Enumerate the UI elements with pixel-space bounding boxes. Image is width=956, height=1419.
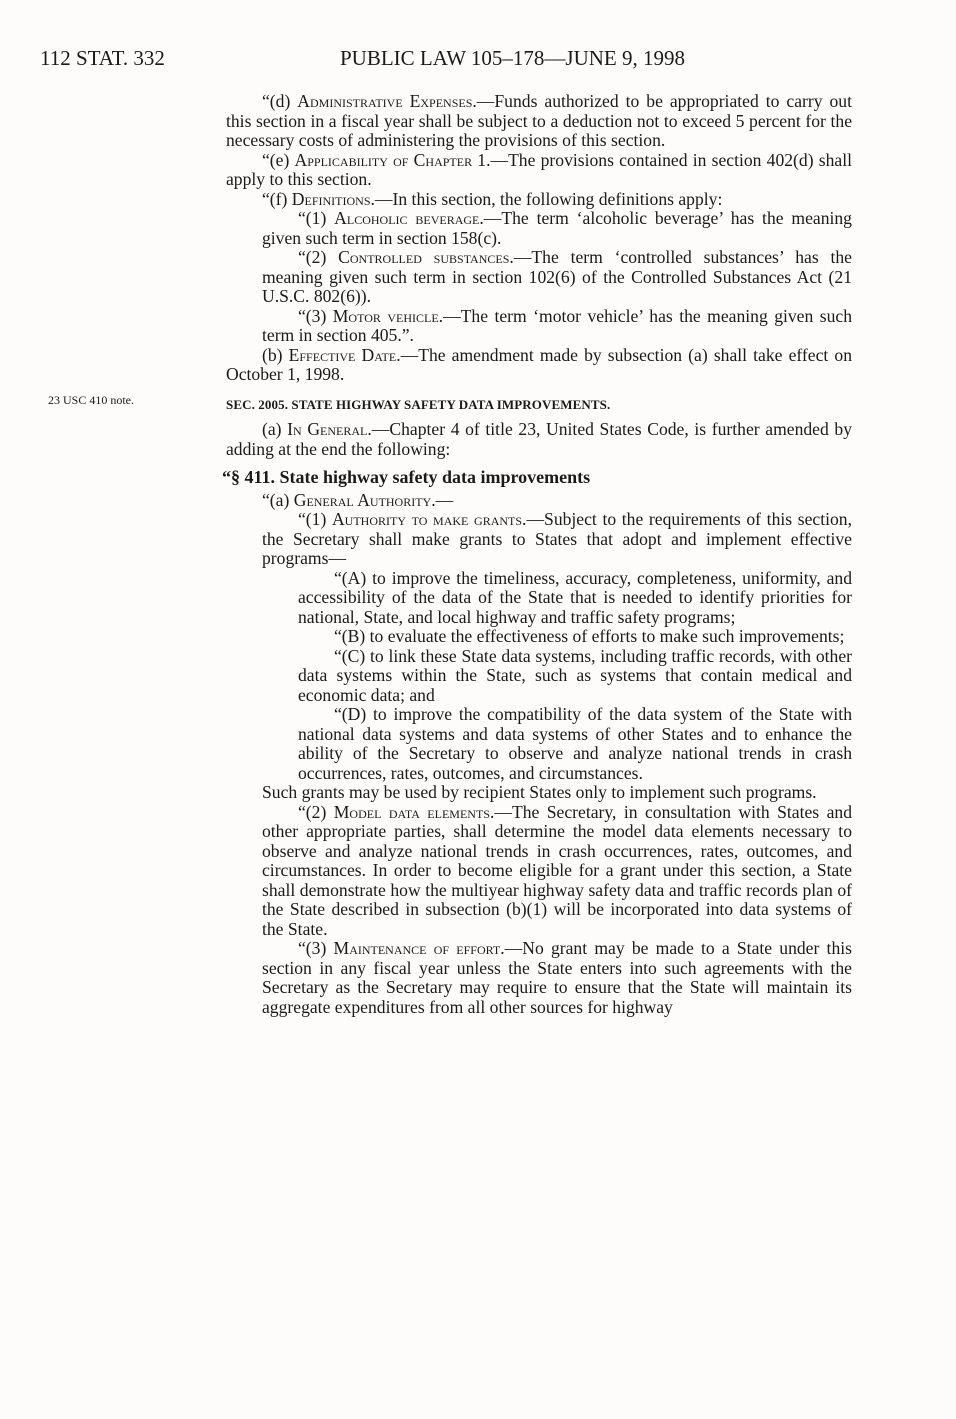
public-law-citation: PUBLIC LAW 105–178—JUNE 9, 1998 <box>340 46 686 70</box>
paragraph-authority-to-make-grants: “(1) Authority to make grants.—Subject to the requirements of this section, the Secretary shall make grants to States that adopt and implement effective programs— <box>262 509 852 568</box>
paragraph-such-grants: Such grants may be used by recipient States only to implement such programs. <box>262 782 817 802</box>
paragraph-f3: “(3) Motor vehicle.—The term ‘motor vehicle’ has the meaning given such term in section 405.”. <box>262 305 852 345</box>
paragraph-d: “(d) Administrative Expenses.—Funds authorized to be appropriated to carry out this section in a fiscal year shall be subject to a deduction not to exceed 5 percent for the necessary costs of administering the provisions of this section. <box>226 91 852 150</box>
paragraph-item-d: “(D) to improve the compatibility of the data system of the State with national data systems and data systems of other States and to enhance the ability of the Secretary to observe and analyze national trends in crash occurrences, rates, outcomes, and circumstances. <box>298 704 852 783</box>
section-411-title: “§ 411. State highway safety data improvements <box>222 467 591 487</box>
paragraph-item-c: “(C) to link these State data systems, including traffic records, with other data systems within the State, such as systems that contain medical and economic data; and <box>298 645 852 705</box>
body-text <box>222 91 852 1017</box>
paragraph-general-authority: “(a) General Authority.— <box>262 489 454 510</box>
paragraph-item-a: “(A) to improve the timeliness, accuracy, completeness, uniformity, and accessibility of the data of the State that is needed to identify priorities for national, State, and local highway and traffic safety programs; <box>298 567 852 627</box>
paragraph-e: “(e) Applicability of Chapter 1.—The provisions contained in section 402(d) shall apply to this section. <box>226 149 852 189</box>
paragraph-b: (b) Effective Date.—The amendment made by subsection (a) shall take effect on October 1, 1998. <box>226 344 852 384</box>
section-heading: SEC. 2005. STATE HIGHWAY SAFETY DATA IMPROVEMENTS. <box>226 396 611 412</box>
paragraph-f1: “(1) Alcoholic beverage.—The term ‘alcoholic beverage’ has the meaning given such term in section 158(c). <box>262 208 852 248</box>
paragraph-model-data-elements: “(2) Model data elements.—The Secretary, in consultation with States and other appropriate parties, shall determine the model data elements necessary to observe and analyze national trends in crash occurrences, rates, outcomes, and circumstances. In order to become eligible for a grant under this section, a State shall demonstrate how the multiyear highway safety data and traffic records plan of the State described in subsection (b)(1) will be incorporated into data systems of the State. <box>262 801 852 939</box>
paragraph-f2: “(2) Controlled substances.—The term ‘controlled substances’ has the meaning given such term in section 102(6) of the Controlled Substances Act (21 U.S.C. 802(6)). <box>262 247 852 306</box>
paragraph-f: “(f) Definitions.—In this section, the following definitions apply: <box>262 188 723 209</box>
margin-note: 23 USC 410 note. <box>48 393 135 407</box>
paragraph-maintenance-of-effort: “(3) Maintenance of effort.—No grant may be made to a State under this section in any fiscal year unless the State enters into such agreements with the Secretary as the Secretary may require to ensure that the State will maintain its aggregate expenditures from all other sources for highway <box>262 938 852 1017</box>
paragraph-item-b: “(B) to evaluate the effectiveness of efforts to make such improvements; <box>334 626 845 646</box>
running-header <box>40 46 920 74</box>
stat-page-number: 112 STAT. 332 <box>40 46 165 70</box>
paragraph-a: (a) In General.—Chapter 4 of title 23, United States Code, is further amended by adding at the end the following: <box>226 419 852 459</box>
